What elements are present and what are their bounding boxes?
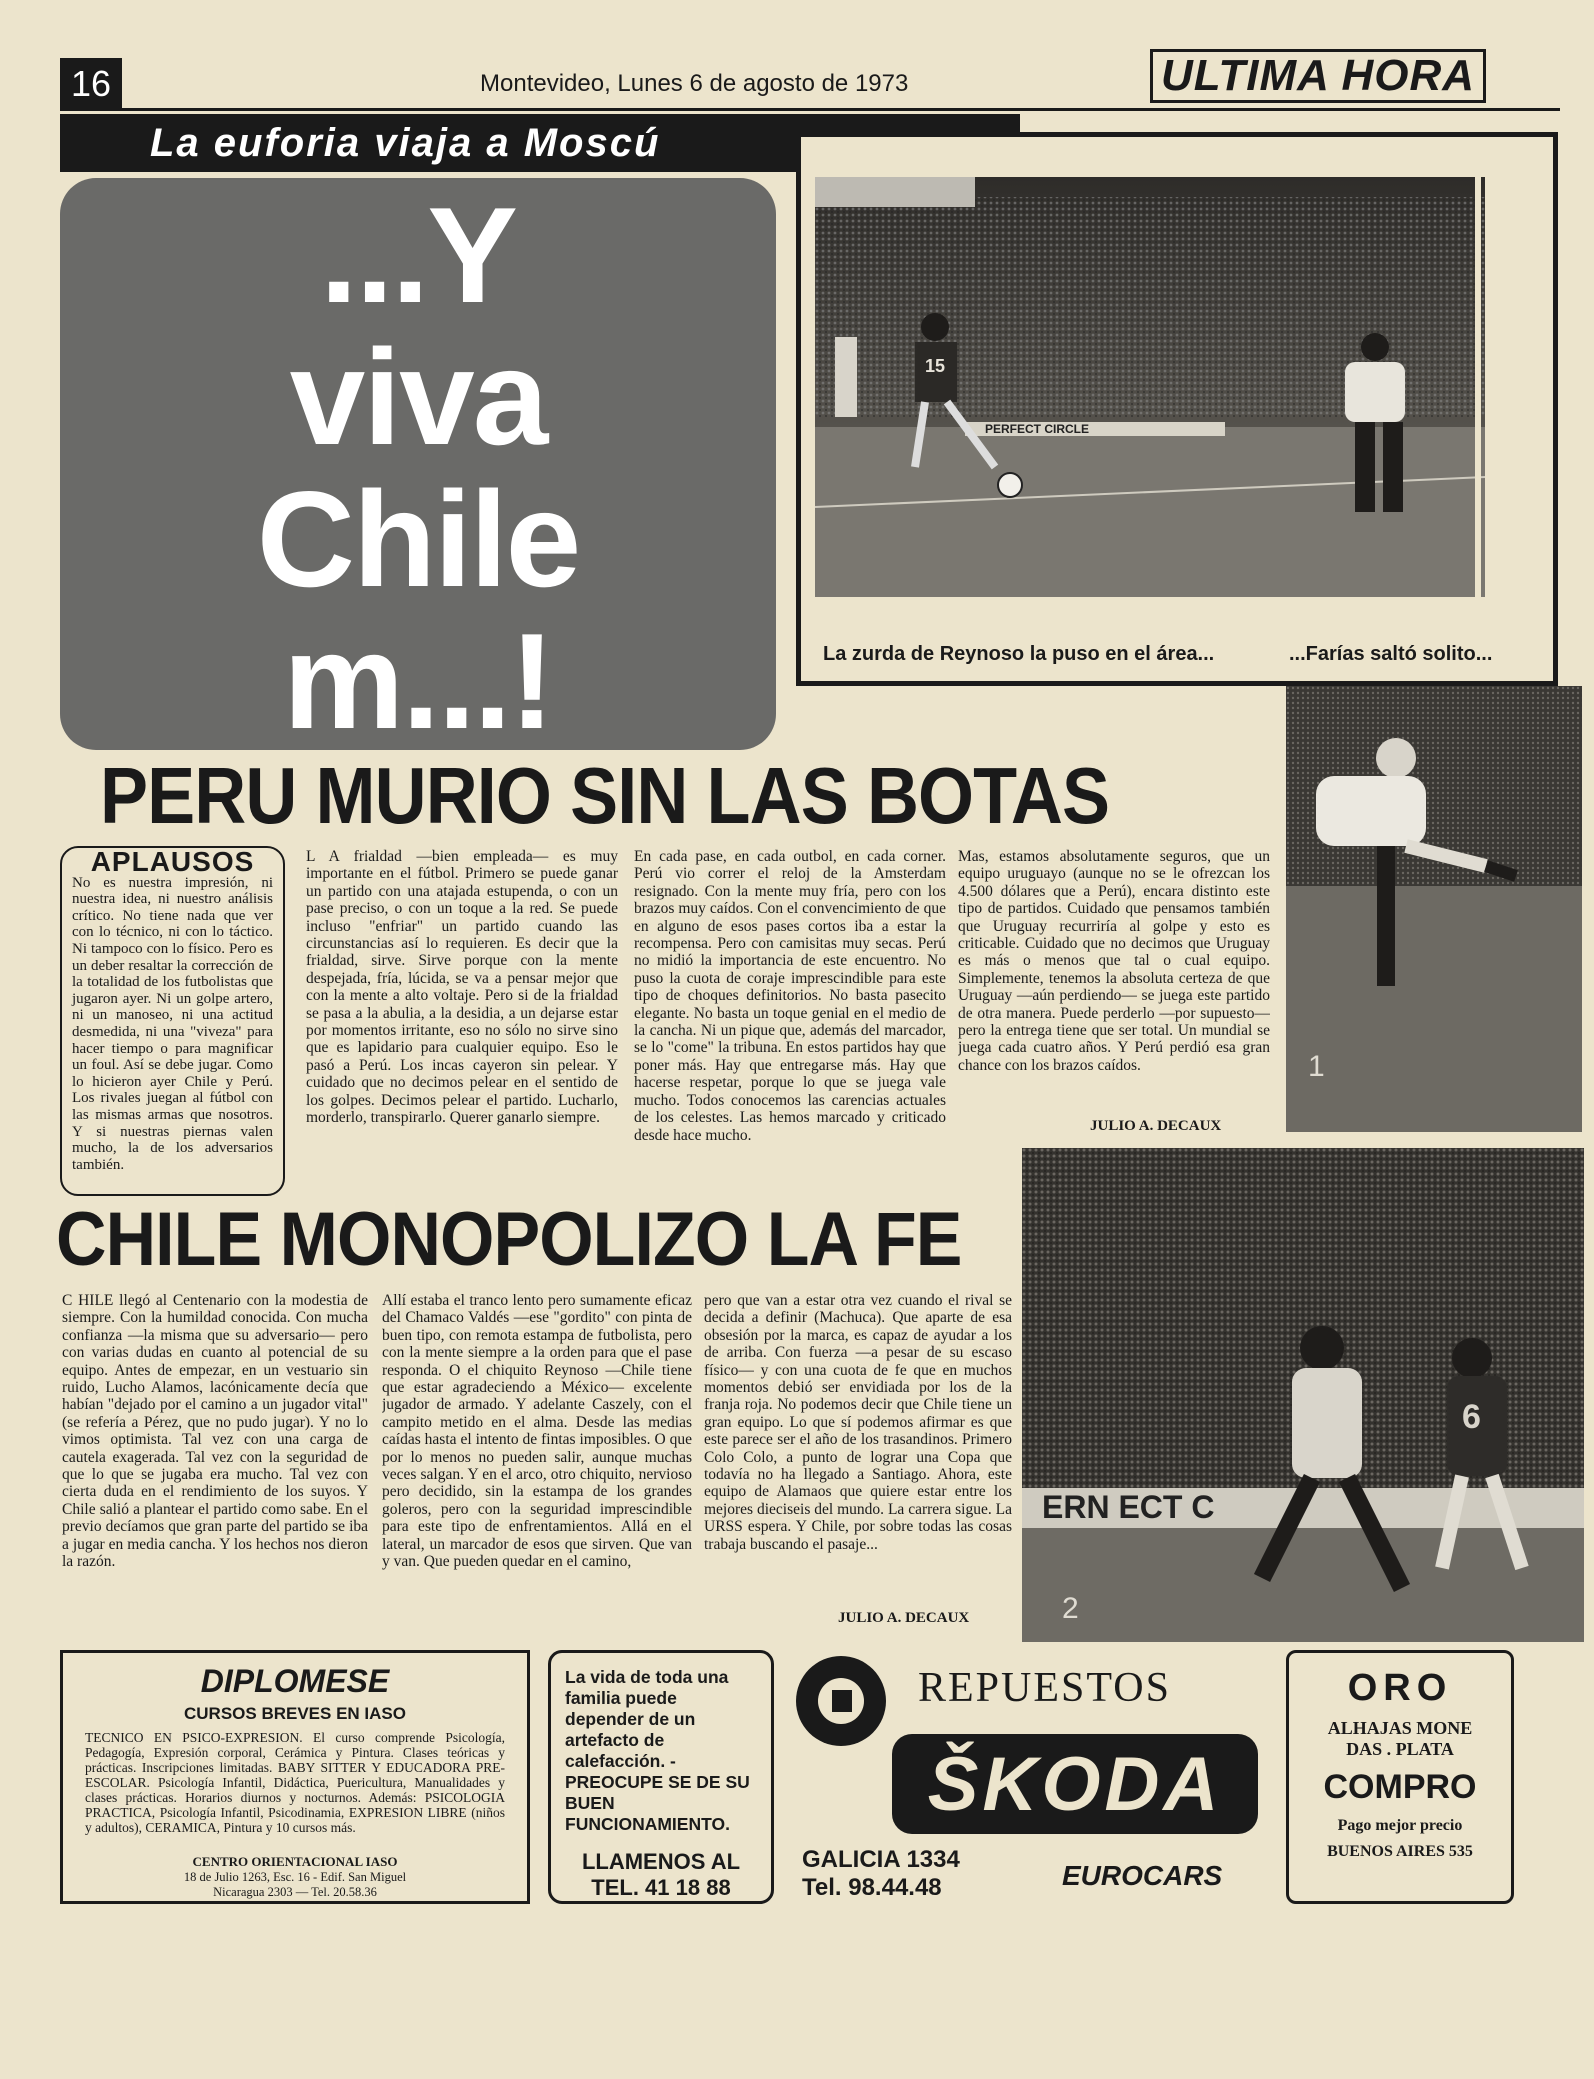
stadium-photo-image: [815, 177, 1485, 597]
skoda-logo-icon: [796, 1656, 886, 1746]
article2-headline: CHILE MONOPOLIZO LA FE: [56, 1197, 962, 1282]
ad-skoda-phone: Tel. 98.44.48: [802, 1874, 942, 1901]
photo-bottom: [1022, 1148, 1584, 1642]
dateline: Montevideo, Lunes 6 de agosto de 1973: [480, 70, 909, 97]
photo-top-caption-left: La zurda de Reynoso la puso en el área...: [823, 643, 1215, 665]
ad-oro-line3: Pago mejor precio: [1337, 1817, 1463, 1834]
ad-oro-line1: ALHAJAS MONE: [1327, 1718, 1473, 1738]
article1-column-1: L A frialdad —bien empleada— es muy importante en el fútbol. Primero se puede ganar un partido con una atajada estupenda, o con un pase preciso, o con un toque a la red. Se puede incluso "enfriar" un partido cuando las circunstancias así lo requieren. Es decir que la frialdad, sirve. Sirve porque con la mente despejada, fría, lúcida, se va a pensar mejor que con la mente a alto voltaje. Pero si de la frialdad se pasa a la abulia, a la desidia, a un dejarse estar por momentos irritante, eso no sólo no sirve sino que es lapidario para cualquier equipo. Eso le pasó a Perú. Los incas cayeron sin pelear. Y cuidado que no decimos pelear en el sentido de los golpes. Decimos pelear el partido. Lucharlo, morderlo, transpirarlo. Querer ganarlo siempre.: [306, 848, 618, 1127]
ad-diplomese-footer-1: CENTRO ORIENTACIONAL IASO: [192, 1854, 398, 1869]
ad-oro-address: BUENOS AIRES 535: [1327, 1843, 1473, 1860]
masthead-logo: [1150, 48, 1510, 104]
ad-skoda-dealer: EUROCARS: [1062, 1860, 1223, 1891]
photo-top-caption-right: ...Farías saltó solito...: [1289, 643, 1493, 665]
ad-calefaccion: [548, 1650, 774, 1904]
ad-skoda: [792, 1650, 1262, 1904]
logo-text: ULTIMA HORA: [1150, 49, 1486, 103]
ad-calefaccion-body: La vida de toda una familia puede depender de un artefacto de calefacción. - PREOCUPE SE DE SU BUEN FUNCIONAMIENTO.: [565, 1667, 750, 1834]
hero-line-4: m...!: [283, 605, 553, 750]
photo-top: [815, 177, 1485, 597]
player-kick-photo-image: [1286, 686, 1582, 1132]
hero-line-3: Chile: [256, 463, 580, 615]
ad-calefaccion-cta: LLAMENOS AL: [581, 1849, 741, 1874]
ad-oro-cta: COMPRO: [1323, 1768, 1477, 1806]
section-banner: La euforia viaja a Moscú: [60, 114, 1020, 172]
ad-diplomese: [60, 1650, 530, 1904]
hero-line-2: viva: [289, 321, 547, 473]
ad-board-text: PERFECT CIRCLE: [985, 422, 1090, 436]
photo-number: 1: [1308, 1050, 1325, 1083]
board-text: ERN ECT C: [1042, 1489, 1215, 1525]
page-number: 16: [60, 58, 122, 110]
photo-bottom-number: 2: [1062, 1592, 1079, 1625]
masthead-rule: [60, 108, 1560, 111]
article1-column-3: Mas, estamos absolutamente seguros, que un equipo uruguayo (aunque no se le ofrezcan los 4.500 dólares que a Perú), encara distinto este tipo de partidos. Cuidado que pensamos también que Uruguay recurriría al golpe y esto es criticable. Cuidado que no decimos que Uruguay es más o menos que tal o cual equipo. Simplemente, tenemos la absoluta certeza de que Uruguay —aún perdiendo— se juega este partido de otra manera. Puede perderlo —por supuesto— pero la entrega tiene que ser total. Un mundial se juega cada cuatro años. Y Perú perdió esa gran chance con los brazos caídos.: [958, 848, 1270, 1074]
ad-skoda-address: GALICIA 1334: [802, 1846, 960, 1873]
article1-column-2: En cada pase, en cada outbol, en cada corner. Perú vio correr el reloj de la Amsterdam resignado. Con la mente muy fría, pero con los brazos muy caídos. Con el convencimiento de que en alguno de esos pases cortos iba a estar la recompensa. Pero con camisitas muy secas. Perú no midió la importancia de este encuentro. No puso la cuota de coraje imprescindible para este tipo de choques definitorios. No basta pasecito elegante. No basta un toque genial en el medio de la cancha. Ni un pique que, además del marcador, se lo "come" la tribuna. En estos partidos hay que poner más. Hay que entregarse más. Hay que hacerse respetar, porque lo que se juega vale mucho. Todos conocemos las carencias actuales de los celestes. Las hemos marcado y criticado desde hace mucho.: [634, 848, 946, 1144]
photo-side: [1286, 686, 1582, 1132]
article2-column-1: C HILE llegó al Centenario con la modestia de siempre. Con la humildad conocida. Con mucha confianza —la misma que su adversario— pero con varias dudas en cuanto al potencial de su equipo. Antes de empezar, en un vestuario sin ruido, Lucho Alamos, lacónicamente decía que habían "dejado por el camino a un jugador vital" (se refería a Pérez, que no pudo jugar). Y no lo vimos optimista. Tal vez con una carga de cautela exagerada. Tal vez con la seguridad de que lo que se jugaba era mucho. Tal vez con cierta duda en el rendimiento de los suyos. Y Chile salió a plantear el partido como sabe. En el previo decíamos que gran parte del partido se iba a jugar en media cancha. Y los hechos nos dieron la razón.: [62, 1292, 368, 1571]
shirt-number-bottom: 6: [1462, 1398, 1481, 1436]
aplausos-body: No es nuestra impresión, ni nuestra idea, ni nuestro análisis crítico. No tiene nada que ver con lo técnico, ni con lo táctico. Ni tampoco con lo físico. Pero es un deber resaltar la corrección de la totalidad de los futbolistas que jugaron ayer. Ni un golpe artero, ni un manoseo, ni una actitud desmedida, ni una "viveza" para hacer tiempo o para magnificar un foul. Así se debe jugar. Como lo hicieron ayer Chile y Perú. Los rivales juegan al fútbol con las mismas armas que nosotros. Y si nuestras piernas valen mucho, la de los adversarios también.: [72, 874, 273, 1173]
hero-line-1: ...Y: [319, 179, 517, 331]
photo-top-frame: [796, 132, 1558, 686]
hero-headline: [60, 178, 776, 750]
goal-post: [1491, 137, 1497, 597]
ad-diplomese-footer-2: 18 de Julio 1263, Esc. 16 - Edif. San Miguel: [183, 1870, 407, 1884]
ad-oro-line2: DAS . PLATA: [1346, 1739, 1454, 1759]
article2-signature: JULIO A. DECAUX: [838, 1610, 970, 1626]
article2-column-3: pero que van a estar otra vez cuando el rival se decida a definir (Machuca). Que aparte de esa obsesión por la marca, es capaz de ayudar a los de arriba. Con fuerza —a pesar de su escaso físico— y con una cuota de fe que en muchos momentos debió ser envidiada por los de la franja roja. No podemos decir que Chile tiene un gran equipo. Lo que sí podemos afirmar es que este parece ser el año de los trasandinos. Primero Colo Colo, a punto de lograr una Copa que todavía no ha llegado a Santiago. Ahora, este equipo de Alamaos que quiere estar entre los mejores dieciseis del mundo. La carrera sigue. La URSS espera. Y Chile, por sobre todas las cosas trabaja buscando el pasaje...: [704, 1292, 1012, 1553]
ad-skoda-brand: ŠKODA: [892, 1734, 1258, 1834]
ad-skoda-line1: REPUESTOS: [918, 1665, 1171, 1711]
article1-signature: JULIO A. DECAUX: [1090, 1118, 1222, 1134]
ad-diplomese-subtitle: CURSOS BREVES EN IASO: [184, 1704, 406, 1723]
article1-headline: PERU MURIO SIN LAS BOTAS: [100, 751, 1110, 840]
match-action-photo-image: [1022, 1148, 1584, 1642]
ad-oro: [1286, 1650, 1514, 1904]
shirt-number: 15: [925, 356, 946, 376]
ball-icon: [998, 473, 1022, 497]
article2-column-2: Allí estaba el tranco lento pero sumamente eficaz del Chamaco Valdés —ese "gordito" con pinta de buen tipo, con remota estampa de futbolista, pero con la mente siempre a la orden para que el pase responda. O el chiquito Reynoso —Chile tiene que estar agradeciendo a México— excelente jugador de armado. Y adelante Caszely, con el campito metido en el alma. Desde las medias caídas hasta el intento de fintas imposibles. O que por lo menos no pueden salir, aunque muchas veces salgan. Y en el arco, otro chiquito, nervioso pero decidido, sin la estampa de los grandes goleros, pero con la seguridad imprescindible para este tipo de enfrentamientos. Allá en el lateral, un marcador de esos que sirven. Que van y van. Que pueden quedar en el camino,: [382, 1292, 692, 1571]
ad-calefaccion-phone: TEL. 41 18 88: [591, 1875, 731, 1900]
ad-diplomese-body: TECNICO EN PSICO-EXPRESION. El curso comprende Psicología, Pedagogía, Expresión corporal, Cerámica y Pintura. Clases teóricas y prácticas. Inscripciones limitadas. BABY SITTER Y EDUCADORA PRE-ESCOLAR. Psicología Infantil, Didáctica, Puericultura, Manualidades y clases prácticas. Horarios diurnos y nocturnos. Además: PSICOLOGIA PRACTICA, Psicología Infantil, Psicodinamia, EXPRESION LIBRE (niños y adultos), CERAMICA, Pintura y 10 cursos más.: [85, 1730, 505, 1835]
ad-diplomese-footer-3: Nicaragua 2303 — Tel. 20.58.36: [213, 1885, 377, 1899]
ad-diplomese-title: DIPLOMESE: [200, 1663, 390, 1699]
ad-oro-title: ORO: [1347, 1667, 1453, 1709]
aplausos-title: APLAUSOS: [90, 846, 255, 877]
aplausos-box: [60, 846, 285, 1196]
